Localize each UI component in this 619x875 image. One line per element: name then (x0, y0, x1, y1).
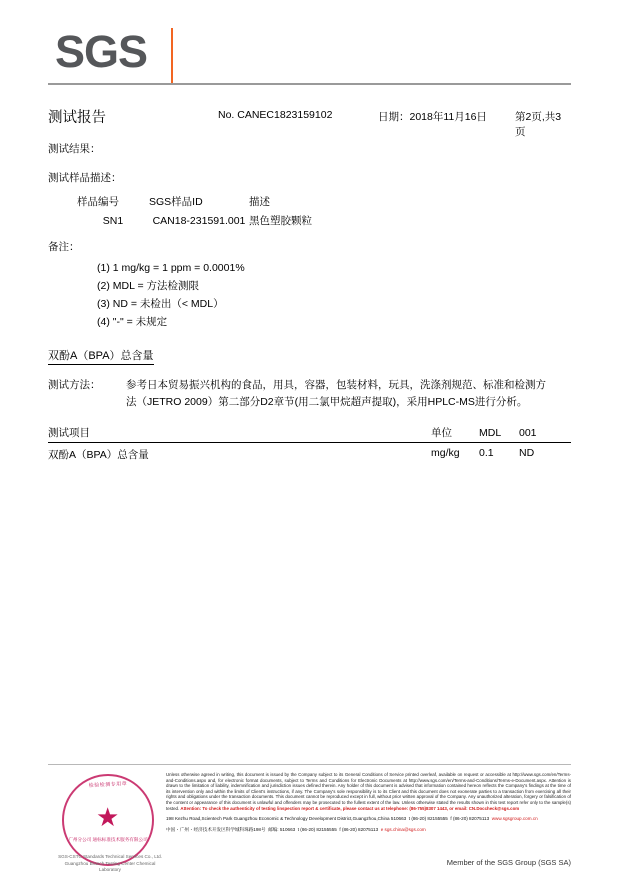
sgs-wordmark: SGS (55, 26, 148, 77)
header-divider (48, 83, 571, 85)
report-date: 日期：2018年11月16日 (378, 111, 487, 123)
footer-address-en-text: 198 Kezhu Road,Scientech Park Guangzhou Economic & Technology Development District,Guangzhou,China 510663 (166, 816, 407, 822)
stamp-caption-line-1: SGS-CSTC Standards Technical Services Co., Ltd. (58, 854, 162, 859)
report-header-line (48, 106, 571, 138)
list-item: (2) MDL = 方法检测限 (97, 280, 199, 292)
footer-legal-text (166, 772, 571, 833)
cell-result-value: ND (519, 447, 535, 459)
footer-address-cn (166, 826, 571, 833)
table-header-row (48, 425, 571, 443)
col-unit: 单位 (427, 425, 479, 443)
col-sgs-id: SGS样品ID (149, 196, 203, 208)
test-method-label: 测试方法： (48, 379, 101, 391)
stamp-mid-text: 广州分公司 通标标准技术服务有限公司 (68, 837, 148, 842)
remarks-heading: 备注： (48, 241, 80, 253)
footer-address-cn-zip: 邮编: 510663 (268, 827, 296, 833)
list-item: (4) "-" = 未规定 (97, 316, 168, 328)
report-number: No. CANEC1823159102 (218, 109, 333, 121)
test-method-line-2: 法（JETRO 2009）第二部分D2章节(用二氯甲烷超声提取)，采用HPLC-MS进行分析。 (126, 396, 528, 408)
cell-mdl: 0.1 (479, 447, 494, 459)
col-sample-001: 001 (519, 425, 571, 443)
section-title: 双酚A（BPA）总含量 (48, 347, 154, 365)
footer-address-cn-tel: t (86-20) 82155555 (297, 827, 337, 833)
cell-sample-no: SN1 (102, 214, 124, 227)
table-row (48, 443, 571, 463)
footer-address-en-tel: t (86-20) 82155555 (408, 816, 448, 822)
cell-description: 黑色塑胶颗粒 (249, 215, 312, 227)
test-method-block (48, 377, 571, 411)
remarks-list (48, 259, 571, 331)
footer-address-en (166, 815, 571, 822)
footer-legal-body: Unless otherwise agreed in writing, this document is issued by the Company subject to its General Conditions of Service printed overleaf, available on request or accessible at http://www.sgs.com/en/Terms-and-Conditions.aspx and, for electronic format documents, subject to Terms and Conditions for Electronic Documents at http://www.sgs.com/en/Terms-and-Conditions/Terms-e-Document.aspx. Attention is drawn to the limitation of liability, indemnification and jurisdiction issues defined therein. Any holder of this document is advised that information contained hereon reflects the Company's findings at the time of its intervention only and within the limits of Client's instructions, if any. The Company's sole responsibility is to its Client and this document does not exonerate parties to a transaction from exercising all their rights and obligations under the transaction documents. This document cannot be reproduced except in full, without prior written approval of the Company. Any unauthorized alteration, forgery or falsification of the content or appearance of this document is unlawful and offenders may be prosecuted to the fullest extent of the law. Unless otherwise stated the results shown in this test report refer only to the sample(s) tested. (166, 772, 571, 811)
results-heading: 测试结果： (48, 143, 101, 155)
sample-table (77, 194, 399, 228)
footer-address-cn-fax: f (86-20) 82075113 (339, 827, 379, 833)
list-item: (1) 1 mg/kg = 1 ppm = 0.0001% (97, 262, 245, 274)
logo-accent-bar-icon (171, 28, 173, 83)
cell-unit: mg/kg (431, 447, 460, 459)
stamp-caption-line-2: Guangzhou Branch Testing Center Chemical Laboratory (64, 860, 156, 872)
footer-address-cn-text: 中国・广州・经济技术开发区科学城科珠路198号 (166, 827, 266, 833)
table-header-row (77, 194, 399, 213)
footer-address-en-web: www.sgsgroup.com.cn (491, 816, 538, 822)
section-title-wrap (48, 331, 571, 365)
test-method-text (126, 377, 571, 411)
footer-divider (48, 764, 571, 765)
footer-member-line: Member of the SGS Group (SGS SA) (446, 858, 571, 867)
report-content (48, 26, 571, 462)
cell-test-item: 双酚A（BPA）总含量 (48, 449, 149, 461)
table-row (77, 213, 399, 228)
col-test-item: 测试项目 (48, 425, 427, 443)
sample-description-heading: 测试样品描述： (48, 172, 122, 184)
col-mdl: MDL (479, 425, 519, 443)
footer-verify-email: or email: CN.Doccheck@sgs.com (449, 805, 520, 811)
sgs-logo-header (48, 26, 571, 88)
page-number: 第2页,共3页 (515, 111, 562, 138)
company-stamp: 检验检测专用章 ★ 广州分公司 通标标准技术服务有限公司 SGS-CSTC Standards Technical Services Co., Ltd. Guangzhou Branch Testing Center Chemical Laboratory (62, 774, 158, 870)
cell-sgs-id: CAN18-231591.001 (152, 214, 246, 227)
footer-address-en-fax: f (86-20) 82075113 (450, 816, 490, 822)
col-description: 描述 (249, 196, 270, 208)
col-sample-no: 样品编号 (77, 196, 119, 208)
page-title: 测试报告 (48, 110, 106, 126)
test-method-line-1: 参考日本贸易振兴机构的食品，用具，容器，包装材料，玩具，洗涤剂规范、标准和检测方 (126, 379, 546, 391)
result-table (48, 425, 571, 462)
stamp-top-text: 检验检测专用章 (88, 780, 128, 790)
list-item: (3) ND = 未检出（< MDL） (97, 298, 224, 310)
footer-verify-text: Attention: To check the authenticity of testing /inspection report & certificate, please contact us at telephone: (86-755)8307 1443, (180, 805, 448, 811)
footer-address-cn-mail: e sgs.china@sgs.com (380, 827, 426, 833)
